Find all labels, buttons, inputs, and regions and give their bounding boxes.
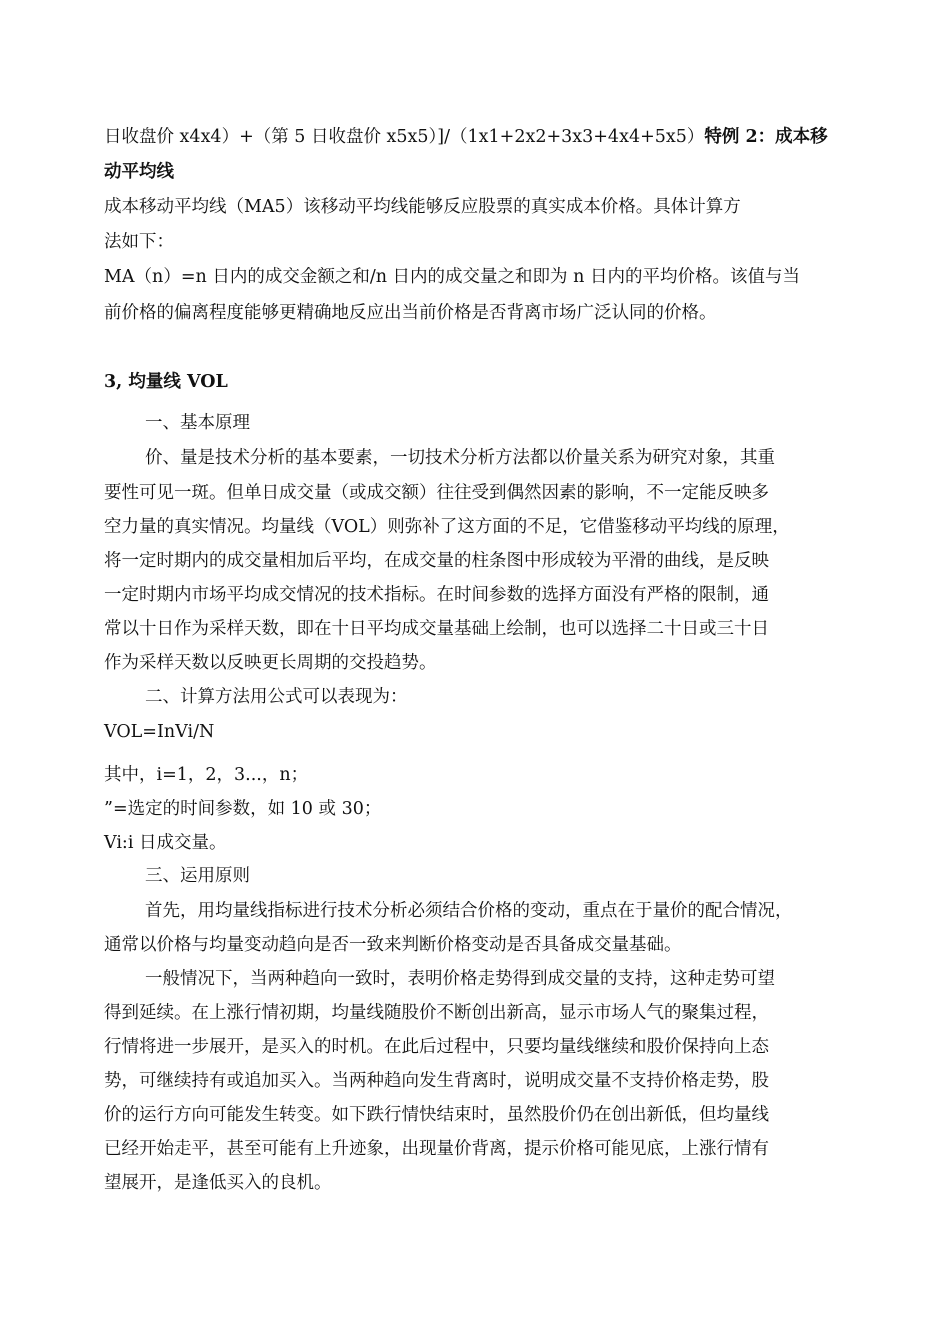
paragraph-3-line: 得到延续。在上涨行情初期，均量线随股价不断创出新高，显示市场人气的聚集过程， [104,1003,769,1023]
paragraph-3-line: 望展开，是逢低买入的良机。 [104,1173,332,1193]
paragraph-1-line: 要性可见一斑。但单日成交量（或成交额）往往受到偶然因素的影响，不一定能反映多 [104,483,769,503]
intro-line-1 [104,125,950,149]
definition-line: ”=选定的时间参数，如 10 或 30； [104,799,382,819]
subheading-calculation: 二、计算方法用公式可以表现为： [145,687,408,707]
paragraph-1-line: 将一定时期内的成交量相加后平均，在成交量的柱条图中形成较为平滑的曲线，是反映 [104,551,769,571]
paragraph-1-line: 价、量是技术分析的基本要素，一切技术分析方法都以价量关系为研究对象，其重 [145,448,775,468]
paragraph-3-line: 已经开始走平，甚至可能有上升迹象，出现量价背离，提示价格可能见底，上涨行情有 [104,1139,769,1159]
paragraph-1-line: 空力量的真实情况。均量线（VOL）则弥补了这方面的不足，它借鉴移动平均线的原理， [104,517,790,537]
ma-formula-line-2: 前价格的偏离程度能够更精确地反应出当前价格是否背离市场广泛认同的价格。 [104,303,717,323]
section-title: 3, 均量线 VOL [104,372,228,392]
subheading-application: 三、运用原则 [145,866,250,886]
paragraph-3-line: 行情将进一步展开，是买入的时机。在此后过程中，只要均量线继续和股价保持向上态 [104,1037,769,1057]
special-case-2-heading: 特例 2：成本移 [704,127,828,147]
paragraph-2-line: 首先，用均量线指标进行技术分析必须结合价格的变动，重点在于量价的配合情况， [145,901,793,921]
paragraph-1-line: 一定时期内市场平均成交情况的技术指标。在时间参数的选择方面没有严格的限制，通 [104,585,769,605]
intro-line-2: 动平均线 [104,162,174,182]
vol-formula: VOL=InVi/N [104,722,215,742]
paragraph-3-line: 价的运行方向可能发生转变。如下跌行情快结束时，虽然股价仍在创出新低，但均量线 [104,1105,769,1125]
paragraph-1-line: 作为采样天数以反映更长周期的交投趋势。 [104,653,437,673]
definition-line: Vi:i 日成交量。 [104,833,227,853]
ma-desc-line-2: 法如下： [104,232,174,252]
subheading-basic-principle: 一、基本原理 [145,413,250,433]
paragraph-3-line: 一般情况下，当两种趋向一致时，表明价格走势得到成交量的支持，这种走势可望 [145,969,775,989]
ma-formula-line-1: MA（n）=n 日内的成交金额之和/n 日内的成交量之和即为 n 日内的平均价格。该值与当 [104,267,800,287]
intro-formula-text: 日收盘价 x4x4）+（第 5 日收盘价 x5x5）]/（1x1+2x2+3x3+4x4+5x5） [104,127,705,147]
paragraph-1-line: 常以十日作为采样天数，即在十日平均成交量基础上绘制，也可以选择二十日或三十日 [104,619,769,639]
ma-desc-line-1: 成本移动平均线（MA5）该移动平均线能够反应股票的真实成本价格。具体计算方 [104,197,741,217]
paragraph-3-line: 势，可继续持有或追加买入。当两种趋向发生背离时，说明成交量不支持价格走势，股 [104,1071,769,1091]
definition-line: 其中，i=1，2，3...，n； [104,765,309,785]
paragraph-2-line: 通常以价格与均量变动趋向是否一致来判断价格变动是否具备成交量基础。 [104,935,682,955]
